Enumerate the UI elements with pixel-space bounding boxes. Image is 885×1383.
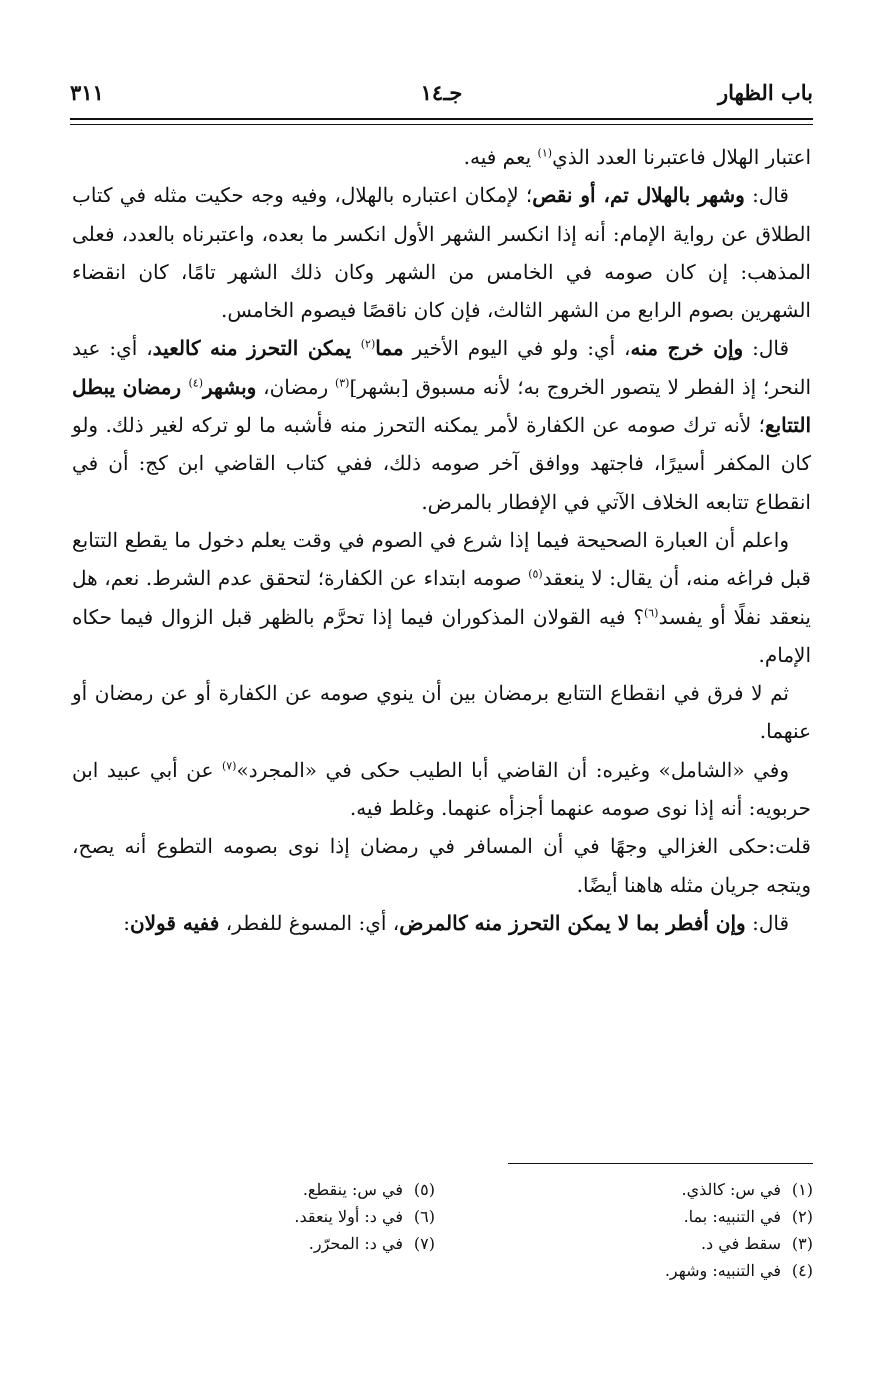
paragraph (72, 904, 811, 942)
footnote-text: في التنبيه: وشهر. (664, 1261, 781, 1280)
bold-text-segment: رمضان يبطل التتابع (72, 374, 811, 438)
text-segment: ، أي: المسوغ للفطر، (219, 910, 400, 935)
text-segment: ، أي: عيد النحر؛ إذ الفطر لا يتصور الخروج به؛ لأنه مسبوق [بشهر] (72, 336, 812, 399)
footnote (483, 1176, 813, 1203)
footnote-text: في د: المحرّر. (308, 1234, 403, 1253)
text-segment: رمضان، (256, 374, 335, 399)
running-header (70, 80, 813, 112)
footnote (483, 1257, 813, 1284)
text-segment: ؛ لإمكان اعتباره بالهلال، وفيه وجه حكيت مثله في كتاب الطلاق عن رواية الإمام: أنه إذا انكسر الشهر الأول انكسر ما بعده، واعتبرناه بالعدد، فعلى المذهب: إن كان صومه في الخامس من الشهر وكان ذلك الشهر تامًا، كان انقضاء الشهرين بصوم الرابع من الشهر الثالث، فإن كان ناقصًا فيصوم الخامس. (72, 183, 811, 323)
footnote (483, 1230, 813, 1257)
footnotes-column-right (483, 1176, 813, 1284)
paragraph (72, 521, 811, 674)
text-segment: اعتبار الهلال فاعتبرنا العدد الذي (552, 145, 811, 169)
footnote (135, 1230, 435, 1257)
footnote-text: في د: أولا ينعقد. (294, 1207, 403, 1226)
volume-number: جـ١٤ (420, 80, 463, 105)
text-segment: ؛ لأنه ترك صومه عن الكفارة لأمر يمكنه التحرز منه فأشبه ما لو تركه لغير ذلك. ولو كان المكفر أسيرًا، فاجتهد ووافق آخر صومه ذلك، ففي كتاب القاضي ابن كج: أن في انقطاع تتابعه الخلاف الآتي في الإفطار بالمرض. (72, 413, 811, 514)
bold-text-segment: ففيه قولان (129, 910, 220, 935)
footnotes-column-left (135, 1176, 435, 1257)
footnote-number: (٣) (791, 1234, 813, 1253)
text-segment: عن أبي عبيد ابن حربويه: أنه إذا نوى صومه عنهما أجزأه عنهما. وغلط فيه. (72, 757, 811, 821)
text-segment: يعم فيه. (463, 145, 538, 169)
text-segment: : (123, 910, 130, 935)
footnote-separator (508, 1163, 813, 1164)
footnote (135, 1203, 435, 1230)
text-segment: قال: (744, 183, 789, 208)
paragraph (72, 751, 811, 828)
paragraph (72, 176, 811, 329)
text-segment: واعلم أن العبارة الصحيحة فيما إذا شرع في الصوم في وقت يعلم دخول ما يقطع التتابع قبل فراغه منه، أن يقال: لا ينعقد (72, 527, 811, 591)
footnote-marker: (١) (537, 146, 553, 160)
paragraph (72, 138, 811, 176)
footnote-marker: (٤) (188, 376, 204, 390)
bold-text-segment: وبشهر (203, 374, 257, 399)
header-rule-thin (70, 124, 813, 125)
footnote-text: في س: كالذي. (681, 1180, 781, 1199)
main-text (72, 138, 811, 942)
bold-text-segment: يمكن التحرز منه كالعيد (152, 336, 361, 361)
footnote-marker: (٧) (221, 759, 237, 773)
chapter-title: باب الظهار (717, 80, 813, 105)
footnote-marker: (٥) (528, 567, 543, 581)
page-number: ٣١١ (70, 80, 104, 105)
footnote-marker: (٢) (360, 337, 376, 351)
text-segment: قال: (743, 336, 790, 361)
footnote-marker: (٣) (334, 376, 350, 390)
paragraph (72, 329, 811, 520)
footnote-text: سقط في د. (700, 1234, 781, 1253)
bold-text-segment: وإن أفطر بما لا يمكن التحرز منه كالمرض (399, 910, 746, 935)
footnote-text: في التنبيه: بما. (683, 1207, 781, 1226)
footnote-number: (٤) (791, 1261, 813, 1280)
text-segment: ، أي: ولو في اليوم الأخير (403, 336, 631, 361)
footnote-text: في س: ينقطع. (302, 1180, 403, 1199)
text-segment: ؟ فيه القولان المذكوران فيما إذا تحرَّم بالظهر قبل الزوال فيما حكاه الإمام. (72, 604, 811, 667)
bold-text-segment: مما (375, 336, 404, 361)
footnote-number: (٧) (413, 1234, 435, 1253)
bold-text-segment: وإن خرج منه (630, 336, 744, 361)
text-segment: قلت:حكى الغزالي وجهًا في أن المسافر في رمضان إذا نوى بصومه التطوع أنه يصح، ويتجه جريان مثله هاهنا أيضًا. (72, 834, 811, 897)
footnote-number: (١) (791, 1180, 813, 1199)
header-rule-thick (70, 118, 813, 120)
bold-text-segment: وشهر بالهلال تم، أو نقص (532, 183, 745, 208)
footnote (135, 1176, 435, 1203)
paragraph (72, 674, 811, 751)
footnote-marker: (٦) (643, 605, 659, 619)
footnote-number: (٢) (791, 1207, 813, 1226)
footnote-number: (٦) (413, 1207, 435, 1226)
footnote-number: (٥) (413, 1180, 435, 1199)
text-segment: وفي «الشامل» وغيره: أن القاضي أبا الطيب حكى في «المجرد» (236, 757, 789, 782)
text-segment: ثم لا فرق في انقطاع التتابع برمضان بين أن ينوي صومه عن الكفارة أو عن رمضان أو عنهما. (72, 681, 811, 744)
footnote (483, 1203, 813, 1230)
text-segment: صومه ابتداء عن الكفارة؛ لتحقق عدم الشرط. نعم، هل ينعقد نفلًا أو يفسد (72, 566, 811, 629)
text-segment: قال: (745, 910, 789, 935)
paragraph (72, 827, 811, 904)
